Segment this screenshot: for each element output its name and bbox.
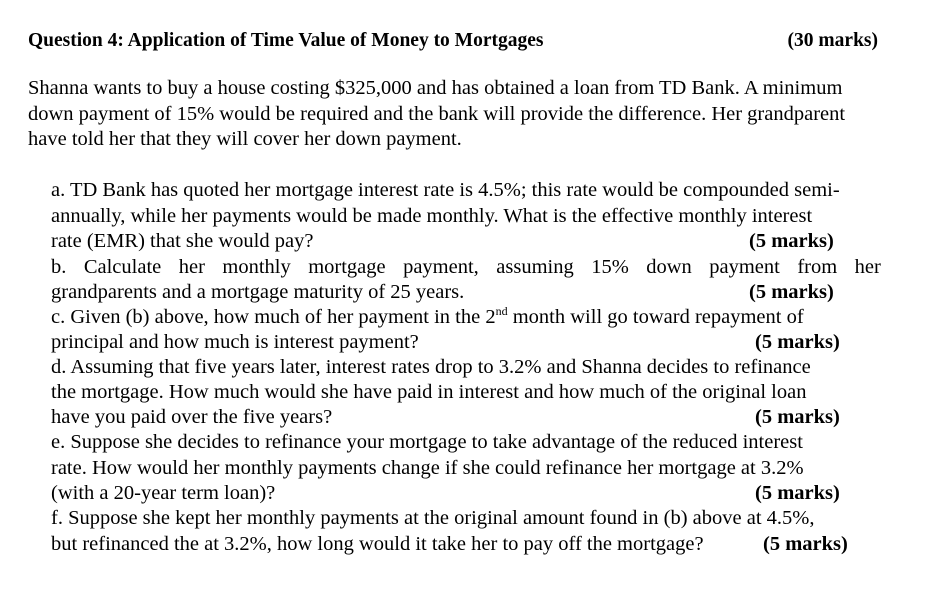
part-b-word: mortgage <box>308 256 386 278</box>
intro-line: Shanna wants to buy a house costing $325,000 and has obtained a loan from TD Bank. A minimum <box>28 77 843 99</box>
part-b-marks: (5 marks) <box>749 281 834 303</box>
part-c-line: principal and how much is interest payment? <box>51 331 419 353</box>
part-b-word: assuming <box>496 256 574 278</box>
part-d-marks: (5 marks) <box>755 406 840 428</box>
ordinal-suffix: nd <box>495 304 508 318</box>
intro-line: down payment of 15% would be required and the bank will provide the difference. Her grandparent <box>28 103 846 125</box>
part-c-marks: (5 marks) <box>755 331 840 353</box>
part-f-line: f. Suppose she kept her monthly payments at the original amount found in (b) above at 4.5%, <box>51 507 815 529</box>
question-total-marks: (30 marks) <box>787 30 878 51</box>
part-b-word: her <box>854 256 881 278</box>
part-c-text: month will go toward repayment of <box>507 306 804 328</box>
part-f-marks: (5 marks) <box>763 533 848 555</box>
part-e-marks: (5 marks) <box>755 482 840 504</box>
part-a-line: annually, while her payments would be made monthly. What is the effective monthly interest <box>51 205 813 227</box>
part-a-line: rate (EMR) that she would pay? <box>51 230 314 252</box>
part-e-line: (with a 20-year term loan)? <box>51 482 276 504</box>
part-b-word: 15% <box>591 256 629 278</box>
part-b-word: payment, <box>403 256 479 278</box>
part-b-word: down <box>646 256 692 278</box>
part-b-word: payment <box>709 256 780 278</box>
part-f-line: but refinanced the at 3.2%, how long would it take her to pay off the mortgage? <box>51 533 704 555</box>
part-b-line <box>51 254 881 280</box>
part-c-line <box>51 304 804 330</box>
part-e-line: e. Suppose she decides to refinance your mortgage to take advantage of the reduced interest <box>51 431 803 453</box>
part-b-word: Calculate <box>83 256 162 278</box>
question-header <box>28 30 880 56</box>
part-b-line: grandparents and a mortgage maturity of 25 years. <box>51 281 465 303</box>
part-d-line: have you paid over the five years? <box>51 406 333 428</box>
part-d-line: d. Assuming that five years later, interest rates drop to 3.2% and Shanna decides to refinance <box>51 356 811 378</box>
question-title: Question 4: Application of Time Value of Money to Mortgages <box>28 30 544 51</box>
part-e-line: rate. How would her monthly payments change if she could refinance her mortgage at 3.2% <box>51 457 804 479</box>
part-a-marks: (5 marks) <box>749 230 834 252</box>
part-b-word: her <box>178 256 205 278</box>
part-b-word: from <box>797 256 838 278</box>
part-d-line: the mortgage. How much would she have paid in interest and how much of the original loan <box>51 381 807 403</box>
part-b-word: b. <box>51 256 67 278</box>
intro-line: have told her that they will cover her down payment. <box>28 128 462 150</box>
part-b-word: monthly <box>222 256 291 278</box>
part-a-line: a. TD Bank has quoted her mortgage interest rate is 4.5%; this rate would be compounded semi- <box>51 179 840 201</box>
part-c-text: c. Given (b) above, how much of her payment in the 2 <box>51 306 496 328</box>
